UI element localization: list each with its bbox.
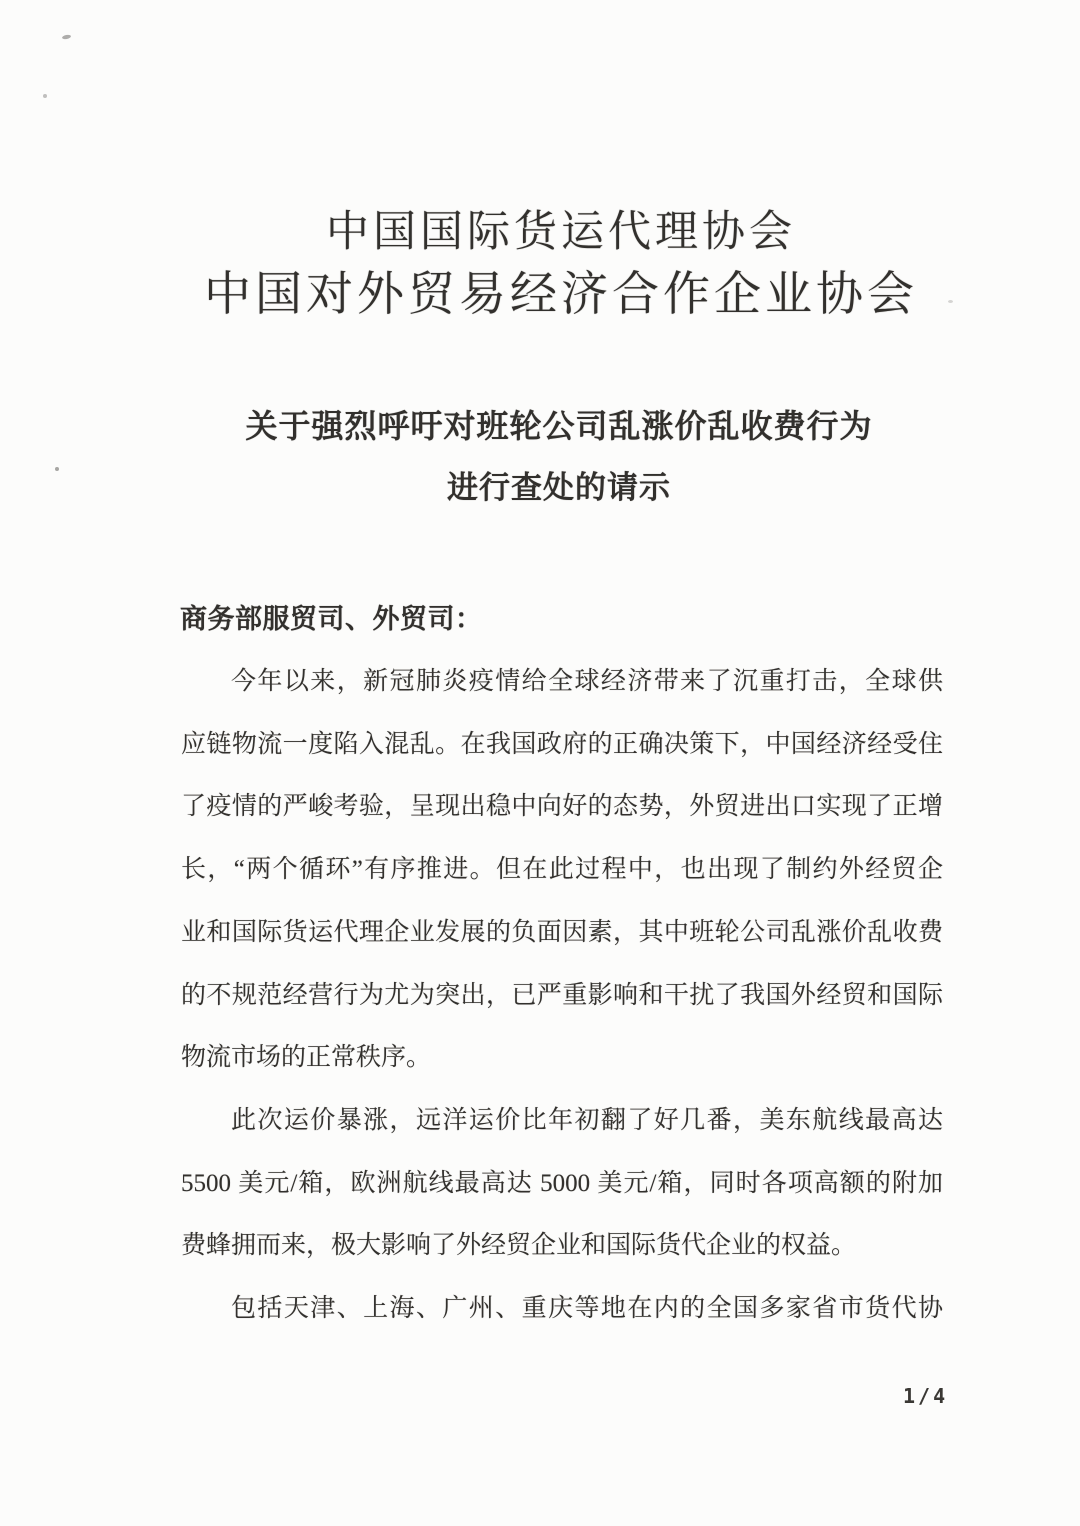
subject-line-1: 关于强烈呼吁对班轮公司乱涨价乱收费行为 (245, 408, 873, 444)
body-line: 应链物流一度陷入混乱。在我国政府的正确决策下，中国经济经受住 (181, 730, 943, 758)
body-line: 长，“两个循环”有序推进。但在此过程中，也出现了制约外经贸企 (181, 856, 943, 884)
org-name-line-1: 中国国际货运代理协会 (326, 209, 796, 256)
letterhead (21, 202, 1080, 326)
salutation: 商务部服贸司、外贸司： (180, 604, 483, 634)
scan-speck (43, 94, 47, 98)
subject-line-2: 进行查处的请示 (447, 470, 671, 505)
body-line: 业和国际货运代理企业发展的负面因素，其中班轮公司乱涨价乱收费 (181, 918, 943, 946)
scan-speck (62, 34, 72, 40)
body-line: 此次运价暴涨，远洋运价比年初翻了好几番，美东航线最高达 (231, 1106, 943, 1134)
body-line: 了疫情的严峻考验，呈现出稳中向好的态势，外贸进出口实现了正增 (181, 793, 943, 821)
page-number: 1/4 (903, 1384, 949, 1408)
body-line: 包括天津、上海、广州、重庆等地在内的全国多家省市货代协 (231, 1295, 943, 1323)
body-line: 5500 美元/箱，欧洲航线最高达 5000 美元/箱，同时各项高额的附加 (181, 1169, 943, 1197)
body-line: 的不规范经营行为尤为突出，已严重影响和干扰了我国外经贸和国际 (181, 981, 943, 1009)
body-line: 费蜂拥而来，极大影响了外经贸企业和国际货代企业的权益。 (181, 1232, 857, 1260)
document-body (181, 651, 943, 1341)
body-line: 今年以来，新冠肺炎疫情给全球经济带来了沉重打击，全球供 (231, 668, 943, 695)
org-name-line-2: 中国对外贸易经济合作企业协会 (204, 269, 918, 321)
body-line: 物流市场的正常秩序。 (181, 1044, 432, 1072)
document-subject (19, 395, 1080, 519)
